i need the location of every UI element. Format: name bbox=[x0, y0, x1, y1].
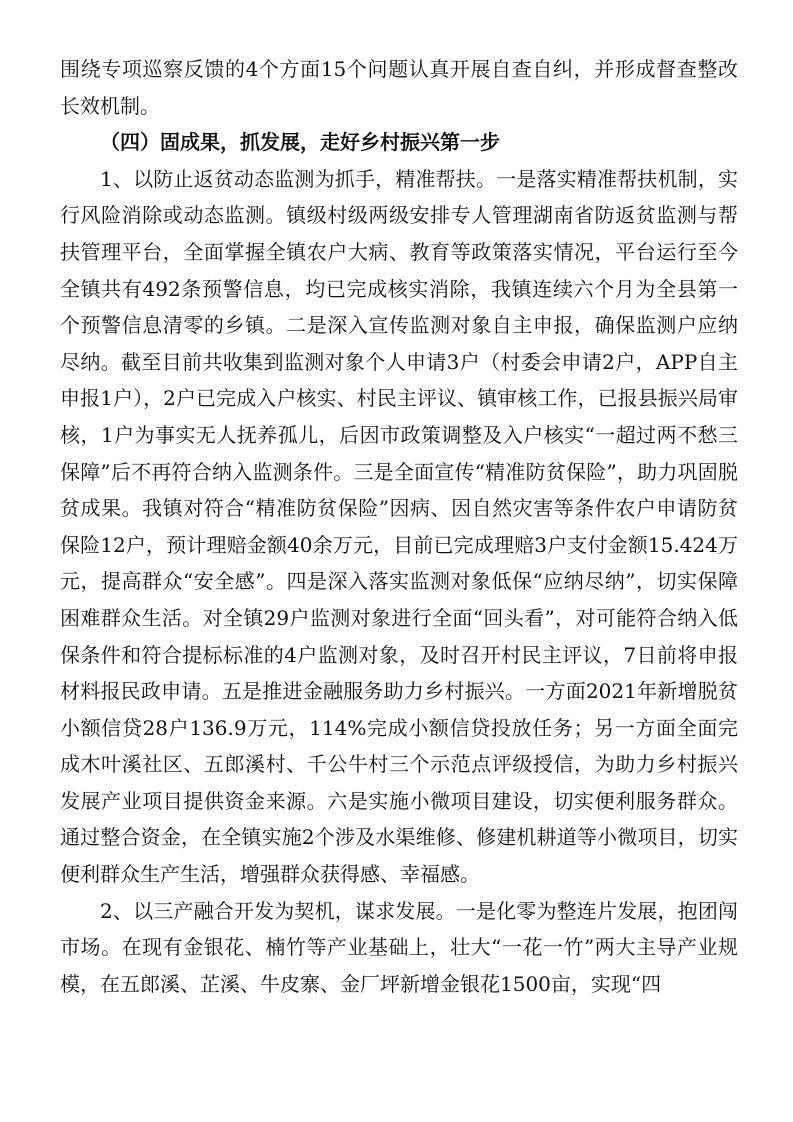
section-heading: （四）固成果，抓发展，走好乡村振兴第一步 bbox=[100, 130, 500, 155]
document-body bbox=[60, 51, 738, 1002]
paragraph-continuation: 围绕专项巡察反馈的4个方面15个问题认真开展自查自纠，并形成督查整改长效机制。 bbox=[60, 57, 738, 118]
paragraph-industry-integration: 2、以三产融合开发为契机，谋求发展。一是化零为整连片发展，抱团闯市场。在现有金银花、楠竹等产业基础上，壮大“一花一竹”两大主导产业规模，在五郎溪、芷溪、牛皮寨、金厂坪新增金银花1500亩，实现“四 bbox=[60, 898, 738, 996]
paragraph-poverty-monitoring: 1、以防止返贫动态监测为抓手，精准帮扶。一是落实精准帮扶机制，实行风险消除或动态监测。镇级村级两级安排专人管理湖南省防返贫监测与帮扶管理平台，全面掌握全镇农户大病、教育等政策落实情况，平台运行至今全镇共有492条预警信息，均已完成核实消除，我镇连续六个月为全县第一个预警信息清零的乡镇。二是深入宣传监测对象自主申报，确保监测户应纳尽纳。截至目前共收集到监测对象个人申请3户（村委会申请2户，APP自主申报1户），2户已完成入户核实、村民主评议、镇审核工作，已报县振兴局审核，1户为事实无人抚养孤儿，后因市政策调整及入户核实“一超过两不愁三保障”后不再符合纳入监测条件。三是全面宣传“精准防贫保险”，助力巩固脱贫成果。我镇对符合“精准防贫保险”因病、因自然灾害等条件农户申请防贫保险12户，预计理赔金额40余万元，目前已完成理赔3户支付金额15.424万元，提高群众“安全感”。四是深入落实监测对象低保“应纳尽纳”，切实保障困难群众生活。对全镇29户监测对象进行全面“回头看”，对可能符合纳入低保条件和符合提标标准的4户监测对象，及时召开村民主评议，7日前将申报材料报民政申请。五是推进金融服务助力乡村振兴。一方面2021年新增脱贫小额信贷28户136.9万元，114%完成小额信贷投放任务；另一方面全面完成木叶溪社区、五郎溪村、千公牛村三个示范点评级授信，为助力乡村振兴发展产业项目提供资金来源。六是实施小微项目建设，切实便利服务群众。通过整合资金，在全镇实施2个涉及水渠维修、修建机耕道等小微项目，切实便利群众生产生活，增强群众获得感、幸福感。 bbox=[60, 166, 738, 887]
